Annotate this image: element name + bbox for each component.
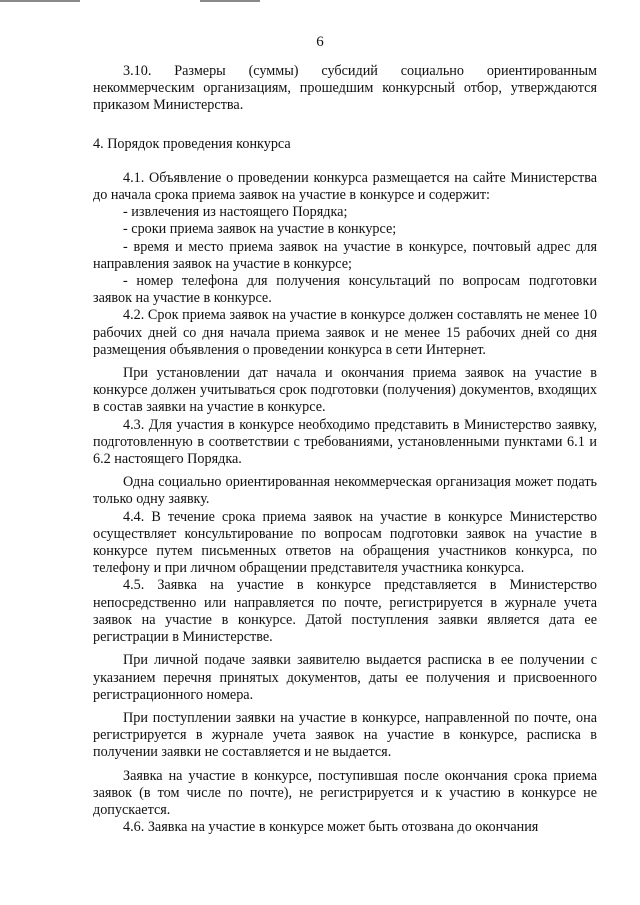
list-item: - номер телефона для получения консультаций по вопросам подготовки заявок на участие в конкурсе. xyxy=(93,273,597,307)
paragraph-4-1: 4.1. Объявление о проведении конкурса размещается на сайте Министерства до начала срока приема заявок на участие в конкурсе и содержит: xyxy=(93,169,597,204)
scan-edge-mark xyxy=(0,0,80,2)
scan-edge-mark xyxy=(200,0,260,2)
list-item: - сроки приема заявок на участие в конкурсе; xyxy=(123,221,397,238)
list-item: - время и место приема заявок на участие в конкурсе, почтовый адрес для направления заявок на участие в конкурсе; xyxy=(93,238,597,272)
paragraph-4-3: 4.3. Для участия в конкурсе необходимо представить в Министерство заявку, подготовленную в соответствии с требованиями, установленными пунктами 6.1 и 6.2 настоящего Порядка. xyxy=(93,416,597,468)
paragraph-4-6: 4.6. Заявка на участие в конкурсе может быть отозвана до окончания xyxy=(123,819,539,836)
paragraph-4-2: 4.2. Срок приема заявок на участие в конкурсе должен составлять не менее 10 рабочих дней со дня начала приема заявок и не менее 15 рабочих дней со дня размещения объявления о проведении конкурса в сети Интернет. xyxy=(93,307,597,358)
paragraph-4-3-continued: Одна социально ориентированная некоммерческая организация может подать только одну заявку. xyxy=(93,474,597,508)
section-heading: 4. Порядок проведения конкурса xyxy=(93,135,291,152)
paragraph-4-2-continued: При установлении дат начала и окончания приема заявок на участие в конкурсе должен учитываться срок подготовки (получения) документов, входящих в состав заявки на участие в конкурсе. xyxy=(93,365,597,416)
paragraph-4-5-personal-submission: При личной подаче заявки заявителю выдается расписка в ее получении с указанием перечня принятых документов, даты ее получения и присвоенного регистрационного номера. xyxy=(93,652,597,703)
document-body xyxy=(93,63,597,836)
paragraph-4-5-late-submission: Заявка на участие в конкурсе, поступившая после окончания срока приема заявок (в том числе по почте), не регистрируется и к участию в конкурсе не допускается. xyxy=(93,767,597,818)
page-number: 6 xyxy=(316,34,324,50)
paragraph-3-10: 3.10. Размеры (суммы) субсидий социально ориентированным некоммерческим организациям, прошедшим конкурсный отбор, утверждаются приказом Министерства. xyxy=(93,63,597,114)
list-item: - извлечения из настоящего Порядка; xyxy=(123,204,348,221)
paragraph-4-5-postal-submission: При поступлении заявки на участие в конкурсе, направленной по почте, она регистрируется в журнале учета заявок на участие в конкурсе, расписка в получении заявки не составляется и не выдается. xyxy=(93,709,597,761)
paragraph-4-4: 4.4. В течение срока приема заявок на участие в конкурсе Министерство осуществляет консультирование по вопросам подготовки заявок на участие в конкурсе путем письменных ответов на обращения участников конкурса, по телефону и при личном обращении представителя участника конкурса. xyxy=(93,508,597,577)
paragraph-4-5: 4.5. Заявка на участие в конкурсе представляется в Министерство непосредственно или направляется по почте, регистрируется в журнале учета заявок на участие в конкурсе. Датой поступления заявки является дата ее регистрации в Министерстве. xyxy=(93,577,597,646)
